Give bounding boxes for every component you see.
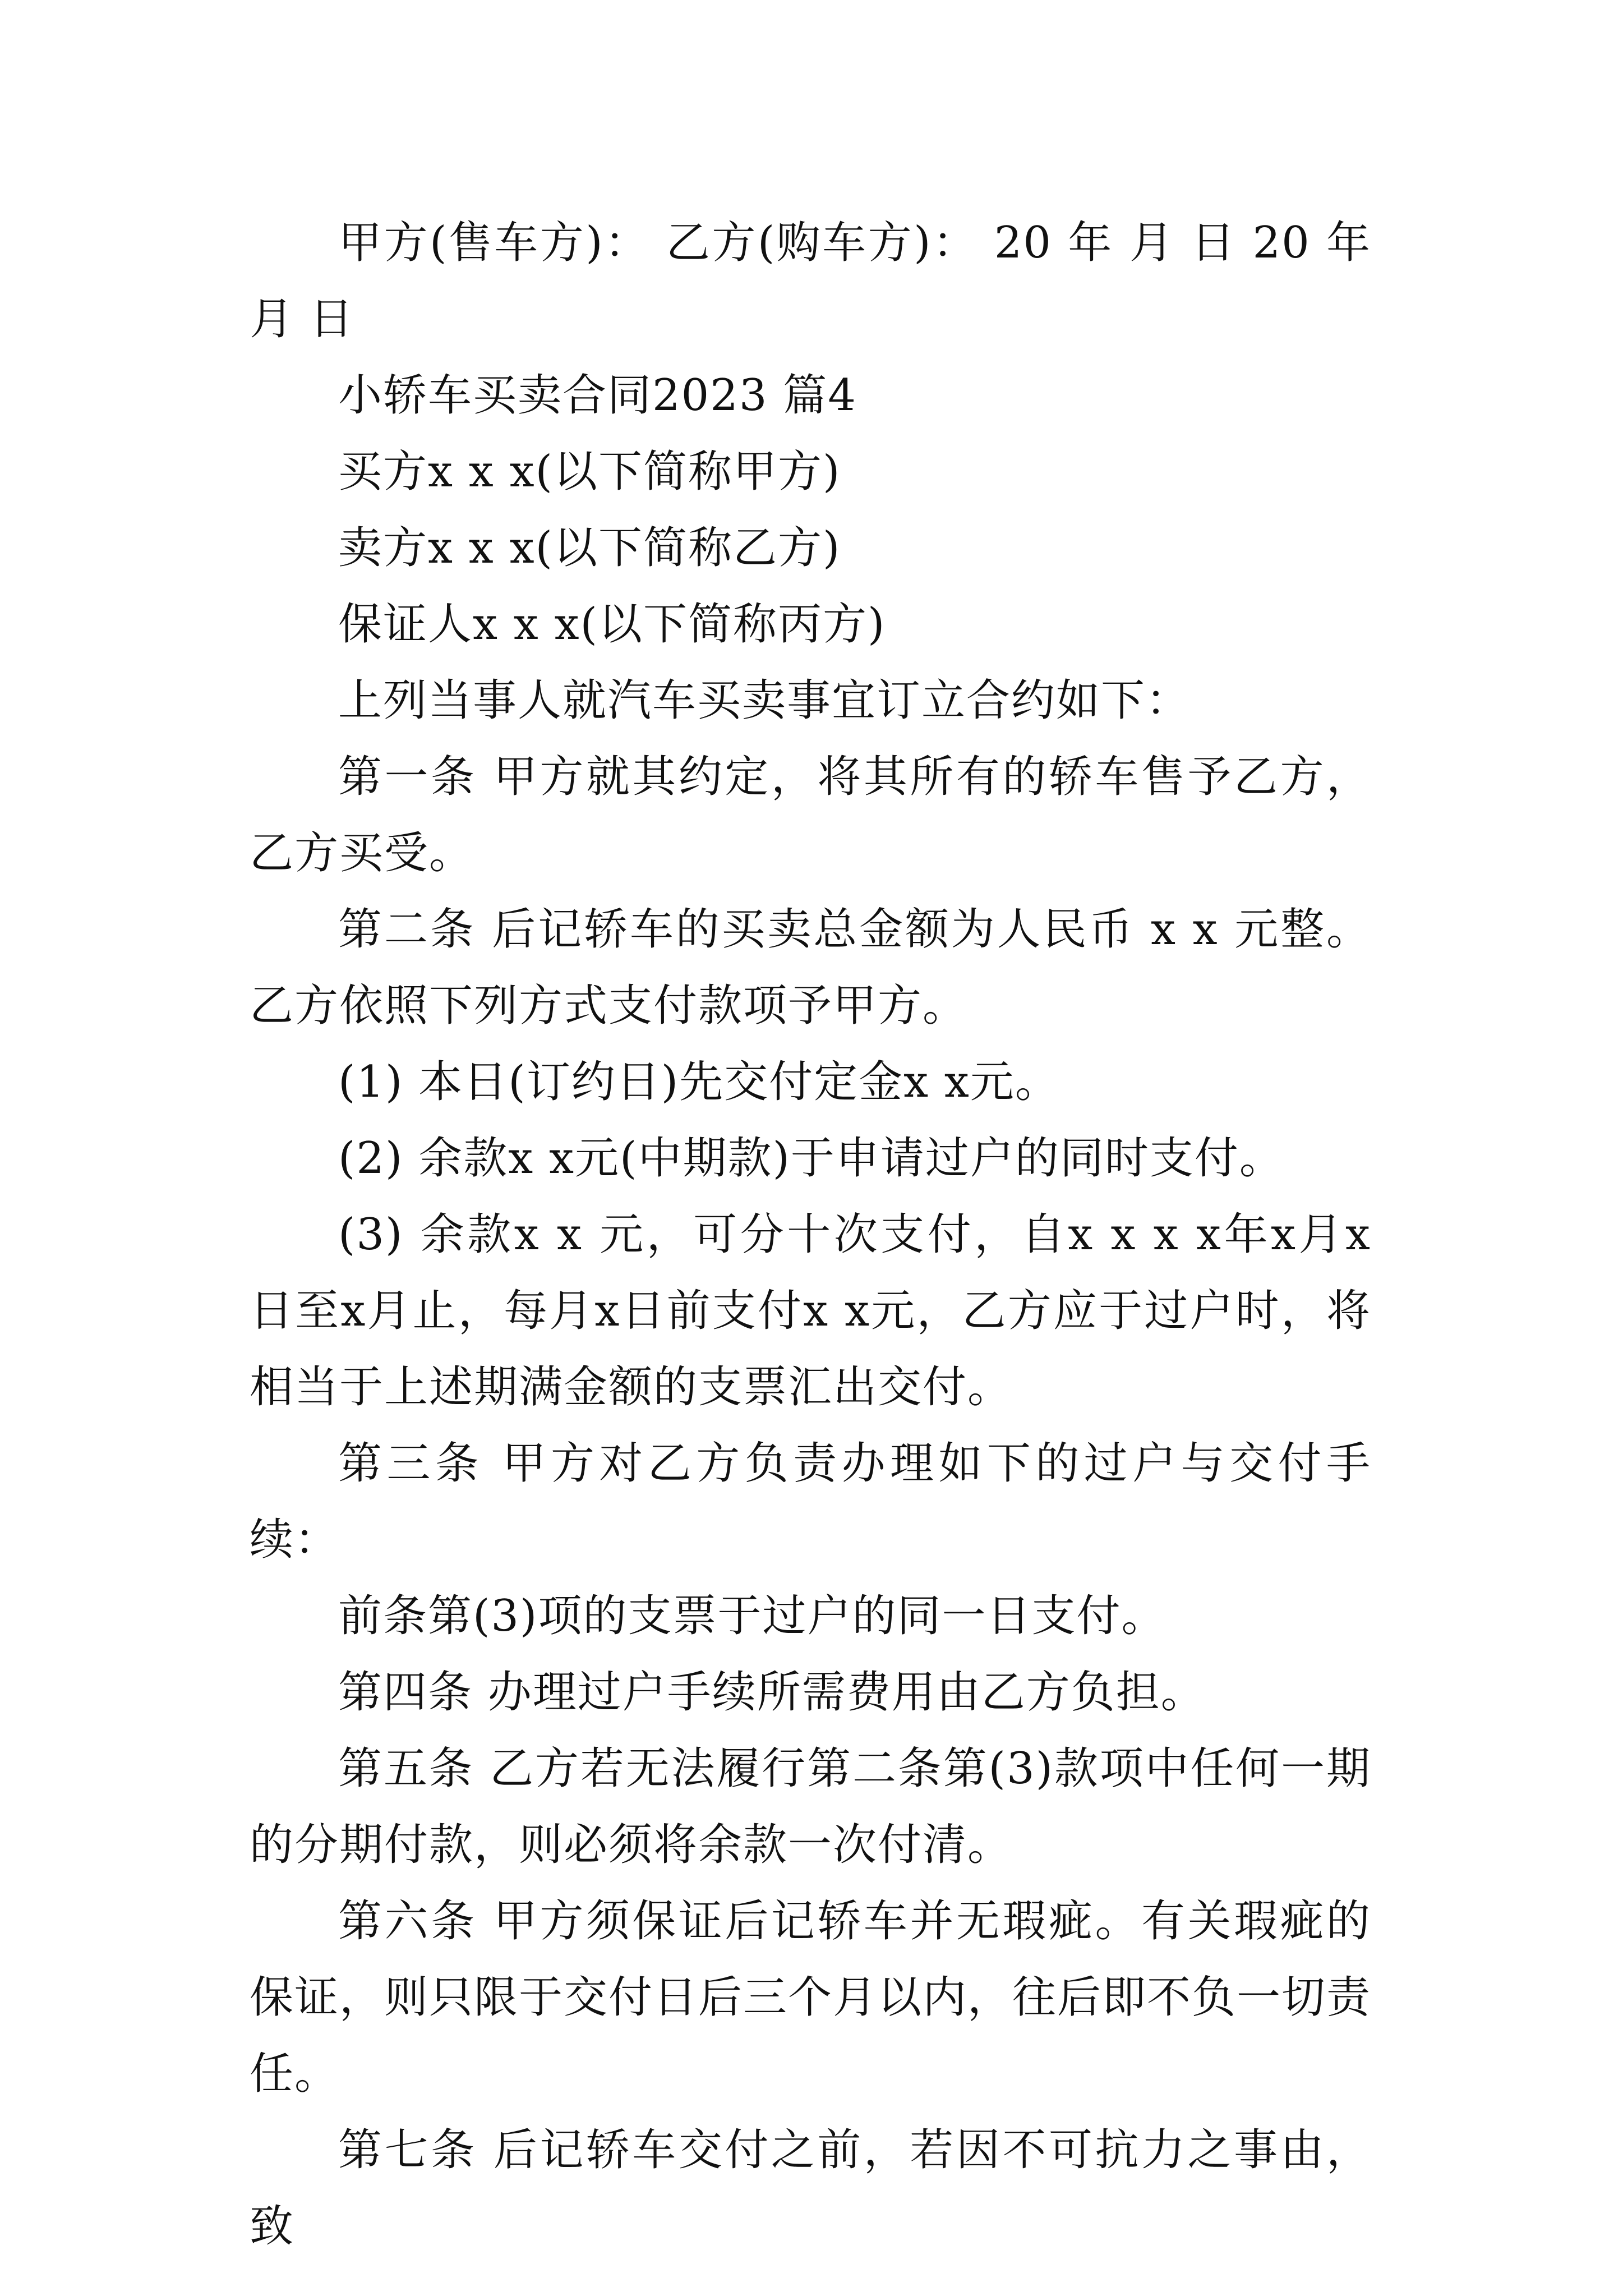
document-body bbox=[250, 205, 1371, 2265]
guarantor-line: 保证人x x x(以下简称丙方) bbox=[338, 599, 886, 650]
payment-item-1: (1) 本日(订约日)先交付定金x x元。 bbox=[338, 1057, 1060, 1107]
signature-line: 甲方(售车方)： 乙方(购车方)： 20 年 月 日 20 年 月 日 bbox=[250, 218, 1371, 344]
buyer-line: 买方x x x(以下简称甲方) bbox=[338, 447, 841, 497]
article-3: 第三条 甲方对乙方负责办理如下的过户与交付手续： bbox=[250, 1438, 1371, 1565]
article-7: 第七条 后记轿车交付之前，若因不可抗力之事由，致 bbox=[250, 2125, 1371, 2252]
article-6: 第六条 甲方须保证后记轿车并无瑕疵。有关瑕疵的保证，则只限于交付日后三个月以内，往后即不负一切责任。 bbox=[250, 1896, 1372, 2099]
article-3-detail: 前条第(3)项的支票于过户的同一日支付。 bbox=[338, 1591, 1166, 1641]
article-2: 第二条 后记轿车的买卖总金额为人民币 x x 元整。乙方依照下列方式支付款项予甲方。 bbox=[250, 904, 1371, 1031]
seller-line: 卖方x x x(以下简称乙方) bbox=[338, 523, 841, 573]
article-4: 第四条 办理过户手续所需费用由乙方负担。 bbox=[338, 1667, 1206, 1718]
article-5: 第五条 乙方若无法履行第二条第(3)款项中任何一期的分期付款，则必须将余款一次付清。 bbox=[250, 1743, 1371, 1870]
contract-heading: 小轿车买卖合同2023 篇4 bbox=[338, 370, 857, 421]
payment-item-2: (2) 余款x x元(中期款)于申请过户的同时支付。 bbox=[338, 1133, 1284, 1184]
preamble: 上列当事人就汽车买卖事宜订立合约如下： bbox=[338, 675, 1191, 726]
article-1: 第一条 甲方就其约定，将其所有的轿车售予乙方，乙方买受。 bbox=[250, 752, 1371, 878]
payment-item-3: (3) 余款x x 元，可分十次支付，自x x x x年x月x日至x月止，每月x日前支付x x元，乙方应于过户时，将相当于上述期满金额的支票汇出交付。 bbox=[250, 1209, 1371, 1412]
